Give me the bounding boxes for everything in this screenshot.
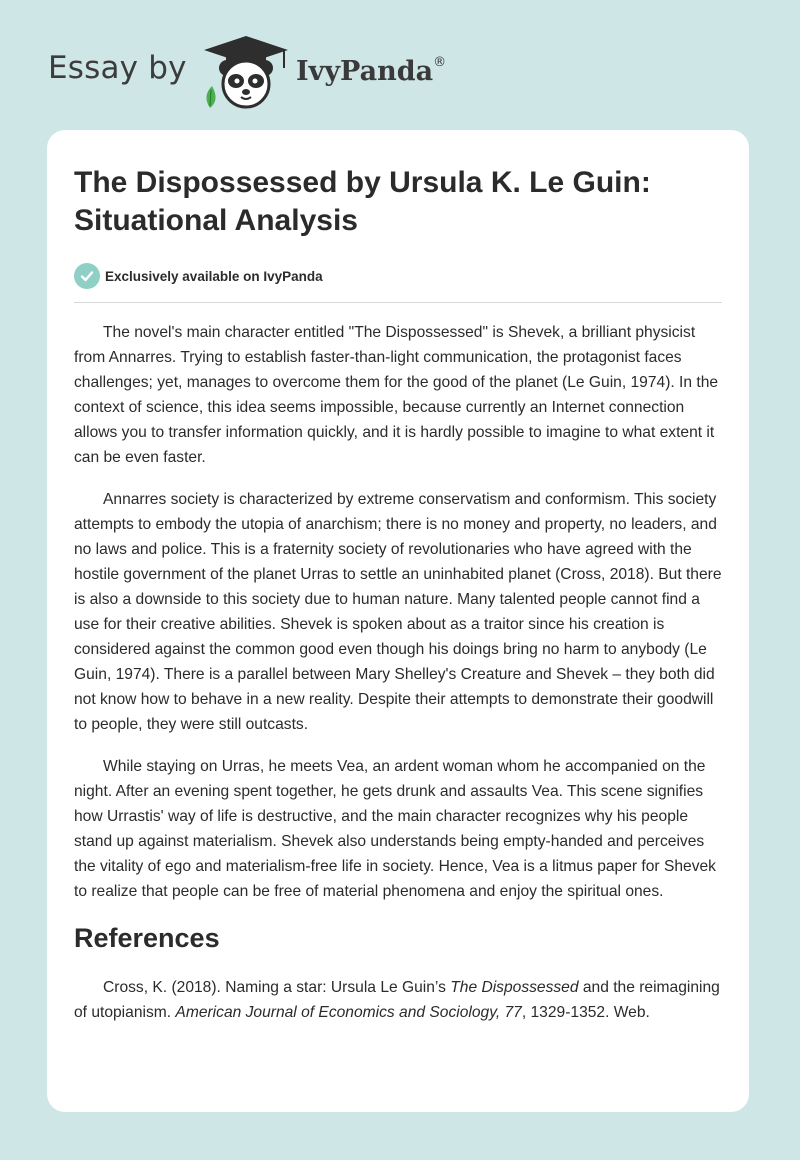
reference-journal: American Journal of Economics and Sociology, 77 bbox=[175, 1004, 522, 1021]
exclusive-badge bbox=[74, 263, 323, 289]
paragraph-3: While staying on Urras, he meets Vea, an ardent woman whom he accompanied on the night. After an evening spent together, he gets drunk and assaults Vea. This scene signifies how Urrastis' way of life is destructive, and the main character recognizes why his people stand up against materialism. Shevek also understands being empty-handed and perceives the vitality of ego and materialism-free life in society. Hence, Vea is a litmus paper for Shevek to realize that people can be free of material phenomena and enjoy the spiritual ones. bbox=[74, 758, 716, 900]
reference-text-1: Cross, K. (2018). Naming a star: Ursula Le Guin’s bbox=[103, 979, 451, 996]
check-icon bbox=[74, 263, 100, 289]
site-header bbox=[0, 0, 800, 120]
references-heading: References bbox=[74, 923, 220, 953]
reference-book-title: The Dispossessed bbox=[450, 979, 579, 996]
exclusive-label: Exclusively available on IvyPanda bbox=[105, 268, 323, 284]
essay-body bbox=[74, 320, 724, 1025]
essay-card bbox=[47, 130, 749, 1112]
title-divider bbox=[74, 302, 722, 303]
panda-logo-icon bbox=[200, 34, 292, 110]
paragraph-1: The novel's main character entitled "The Dispossessed" is Shevek, a brilliant physicist from Annarres. Trying to establish faster-than-light communication, the protagonist faces challenges; yet, manages to overcome them for the good of the planet (Le Guin, 1974). In the context of science, this idea seems impossible, because currently an Internet connection allows you to transfer information quickly, and it is hardly possible to imagine to what extent it can be even faster. bbox=[74, 324, 719, 466]
reference-entry bbox=[74, 975, 724, 1025]
reference-text-2: and the reimagining of utopianism. bbox=[74, 979, 720, 1021]
essay-by-label: Essay by bbox=[48, 50, 187, 86]
reference-text-3: , 1329-1352. Web. bbox=[521, 1004, 650, 1021]
essay-title: The Dispossessed by Ursula K. Le Guin: Situational Analysis bbox=[74, 166, 651, 237]
paragraph-2: Annarres society is characterized by extreme conservatism and conformism. This society attempts to embody the utopia of anarchism; there is no money and property, no leaders, and no laws and police. This is a fraternity society of revolutionaries who have agreed with the hostile government of the planet Urras to settle an uninhabited planet (Cross, 2018). But there is also a downside to this society due to human nature. Many talented people cannot find a use for their creative abilities. Shevek is spoken about as a traitor since his creation is considered against the common good even though his doings bring no harm to anybody (Le Guin, 1974). There is a parallel between Mary Shelley's Creature and Shevek – they both did not know how to behave in a new reality. Despite their attempts to demonstrate their goodwill to people, they were still outcasts. bbox=[74, 491, 722, 733]
brand-name: IvyPanda® bbox=[296, 55, 447, 87]
registered-mark: ® bbox=[433, 55, 447, 70]
